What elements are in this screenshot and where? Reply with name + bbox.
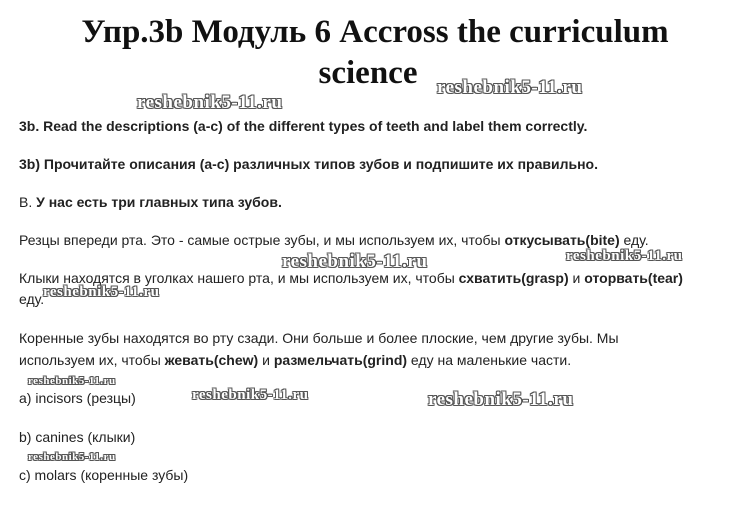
- task-english: 3b. Read the descriptions (a-c) of the different types of teeth and label them correctly.: [19, 118, 588, 134]
- p2-text: Клыки находятся в уголках нашего рта, и мы используем их, чтобы: [19, 270, 459, 286]
- p3-text: используем их, чтобы: [19, 352, 165, 368]
- intro-prefix: В.: [19, 194, 33, 210]
- page-title-line1: Упр.3b Модуль 6 Accross the curriculum: [81, 14, 669, 50]
- watermark: reshebnik5-11.ru: [437, 77, 583, 98]
- p3-chew: жевать(chew): [164, 352, 259, 368]
- answer-a: a) incisors (резцы): [19, 390, 136, 406]
- paragraph-molars-line1: Коренные зубы находятся во рту сзади. Они больше и более плоские, чем другие зубы. Мы: [19, 330, 619, 346]
- paragraph-incisors: [19, 231, 649, 249]
- page-title-line2: science: [318, 55, 418, 91]
- intro: [19, 193, 282, 211]
- answer-b: b) canines (клыки): [19, 429, 136, 445]
- task-russian: 3b) Прочитайте описания (a-c) различных типов зубов и подпишите их правильно.: [19, 156, 598, 172]
- watermark: reshebnik5-11.ru: [428, 389, 574, 410]
- watermark: reshebnik5-11.ru: [137, 92, 283, 113]
- watermark: reshebnik5-11.ru: [566, 248, 683, 264]
- watermark: reshebnik5-11.ru: [192, 387, 309, 403]
- p1-text: Резцы впереди рта. Это - самые острые зубы, и мы используем их, чтобы: [19, 232, 505, 248]
- paragraph-molars-line2: [19, 351, 571, 369]
- p2-end: еду.: [19, 291, 45, 307]
- p1-end: еду.: [619, 232, 649, 248]
- p3-grind: размельчать(grind): [273, 352, 408, 368]
- watermark: reshebnik5-11.ru: [28, 451, 116, 463]
- watermark: reshebnik5-11.ru: [28, 375, 116, 387]
- watermark: reshebnik5-11.ru: [282, 251, 428, 272]
- p1-bite: откусывать(bite): [504, 232, 620, 248]
- p2-tear: оторвать(tear): [584, 270, 683, 286]
- intro-text: У нас есть три главных типа зубов.: [36, 194, 282, 210]
- p2-and: и: [568, 270, 585, 286]
- p3-and: и: [258, 352, 274, 368]
- answer-c: c) molars (коренные зубы): [19, 467, 189, 483]
- watermark: reshebnik5-11.ru: [43, 284, 160, 300]
- p2-grasp: схватить(grasp): [458, 270, 569, 286]
- p3-end: еду на маленькие части.: [407, 352, 572, 368]
